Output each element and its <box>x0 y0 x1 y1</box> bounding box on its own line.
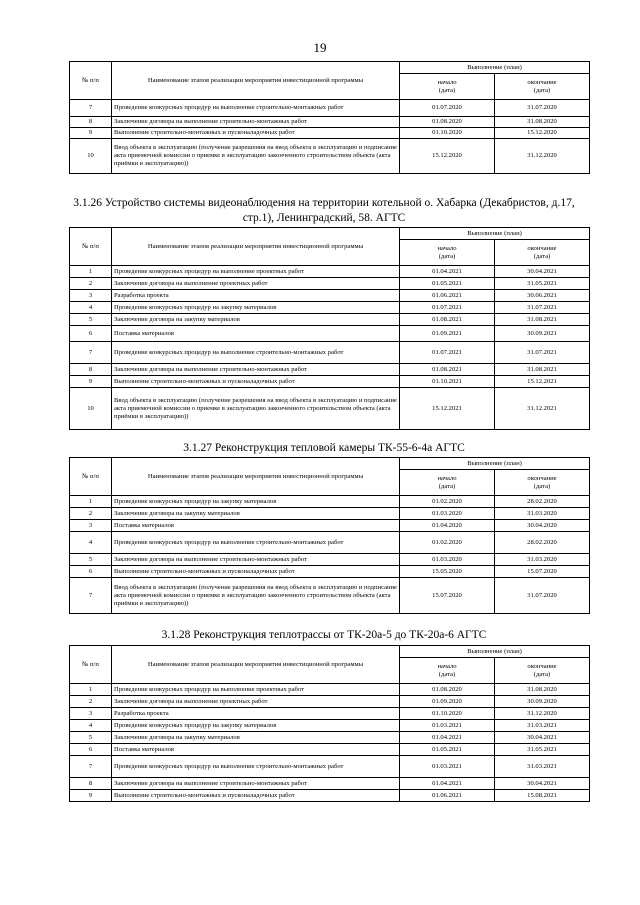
row-number: 6 <box>70 326 112 342</box>
row-number: 10 <box>70 139 112 174</box>
table-row <box>70 520 590 532</box>
stage-name: Проведение конкурсных процедур на закупку материалов <box>112 302 400 314</box>
table-row <box>70 508 590 520</box>
header-execution: Выполнение (план) <box>400 646 590 658</box>
page-number: 19 <box>313 40 327 55</box>
table-row <box>70 696 590 708</box>
row-number: 2 <box>70 278 112 290</box>
header-start-unit: (дата) <box>438 670 456 678</box>
header-end-label: окончание <box>527 662 557 670</box>
end-date: 31.12.2021 <box>495 388 590 430</box>
table-row <box>70 100 590 117</box>
end-date: 31.08.2020 <box>495 117 590 128</box>
stage-name: Заключение договора на выполнение проектных работ <box>112 278 400 290</box>
row-number: 2 <box>70 696 112 708</box>
header-end-unit: (дата) <box>533 86 551 94</box>
stage-name: Заключение договора на закупку материалов <box>112 508 400 520</box>
row-number: 1 <box>70 266 112 278</box>
start-date: 01.03.2020 <box>400 554 495 566</box>
row-number: 6 <box>70 744 112 756</box>
end-date: 30.09.2020 <box>495 696 590 708</box>
table-row <box>70 314 590 326</box>
start-date: 01.03.2020 <box>400 508 495 520</box>
start-date: 15.12.2021 <box>400 388 495 430</box>
table-row <box>70 388 590 430</box>
table-row <box>70 684 590 696</box>
header-start-label: начало <box>437 78 457 86</box>
table-row <box>70 720 590 732</box>
table-row <box>70 342 590 364</box>
stage-name: Проведение конкурсных процедур на выполнение проектных работ <box>112 684 400 696</box>
header-end <box>495 658 590 684</box>
start-date: 15.05.2020 <box>400 566 495 578</box>
start-date: 01.04.2020 <box>400 520 495 532</box>
stage-name: Проведение конкурсных процедур на выполнение строительно-монтажных работ <box>112 342 400 364</box>
stage-name: Поставка материалов <box>112 744 400 756</box>
header-end-unit: (дата) <box>533 670 551 678</box>
table-row <box>70 302 590 314</box>
header-start <box>400 240 495 266</box>
start-date: 01.07.2020 <box>400 100 495 117</box>
end-date: 31.12.2020 <box>495 139 590 174</box>
start-date: 01.08.2021 <box>400 314 495 326</box>
stage-name: Ввод объекта в эксплуатацию (получение разрешения на ввод объекта в эксплуатацию и подписание акта приемочной комиссии о приемке в эксплуатацию законченного строительством объекта (акта приёмки в эксплуатацию)) <box>112 139 400 174</box>
row-number: 3 <box>70 708 112 720</box>
stage-name: Заключение договора на закупку материалов <box>112 314 400 326</box>
stage-name: Проведение конкурсных процедур на закупку материалов <box>112 720 400 732</box>
header-end <box>495 240 590 266</box>
end-date: 30.06.2021 <box>495 290 590 302</box>
header-number: № п/п <box>70 62 112 100</box>
end-date: 31.07.2021 <box>495 342 590 364</box>
row-number: 8 <box>70 364 112 376</box>
row-number: 4 <box>70 532 112 554</box>
end-date: 31.08.2020 <box>495 684 590 696</box>
row-number: 5 <box>70 314 112 326</box>
end-date: 31.07.2021 <box>495 302 590 314</box>
row-number: 9 <box>70 790 112 802</box>
end-date: 15.12.2021 <box>495 376 590 388</box>
row-number: 1 <box>70 684 112 696</box>
end-date: 28.02.2020 <box>495 532 590 554</box>
start-date: 01.05.2021 <box>400 744 495 756</box>
end-date: 15.07.2020 <box>495 566 590 578</box>
start-date: 01.04.2021 <box>400 266 495 278</box>
stage-name: Заключение договора на закупку материалов <box>112 732 400 744</box>
start-date: 01.10.2020 <box>400 708 495 720</box>
stage-name: Проведение конкурсных процедур на выполнение проектных работ <box>112 266 400 278</box>
row-number: 9 <box>70 128 112 139</box>
table-row <box>70 732 590 744</box>
start-date: 01.03.2021 <box>400 720 495 732</box>
end-date: 31.12.2020 <box>495 708 590 720</box>
row-number: 7 <box>70 756 112 778</box>
table-row <box>70 117 590 128</box>
start-date: 01.06.2021 <box>400 290 495 302</box>
header-end <box>495 74 590 100</box>
table-row <box>70 756 590 778</box>
plan-table <box>69 61 590 174</box>
row-number: 10 <box>70 388 112 430</box>
table-row <box>70 778 590 790</box>
header-execution: Выполнение (план) <box>400 62 590 74</box>
header-execution: Выполнение (план) <box>400 458 590 470</box>
stage-name: Проведение конкурсных процедур на выполнение строительно-монтажных работ <box>112 100 400 117</box>
end-date: 31.05.2021 <box>495 744 590 756</box>
table-row <box>70 566 590 578</box>
start-date: 01.07.2021 <box>400 342 495 364</box>
start-date: 01.08.2020 <box>400 684 495 696</box>
row-number: 7 <box>70 578 112 614</box>
stage-name: Разработка проекта <box>112 708 400 720</box>
end-date: 30.04.2021 <box>495 266 590 278</box>
row-number: 3 <box>70 290 112 302</box>
stage-name: Разработка проекта <box>112 290 400 302</box>
start-date: 01.04.2021 <box>400 778 495 790</box>
header-stage-name: Наименование этапов реализации мероприятия инвестиционной программы <box>112 228 400 266</box>
stage-name: Заключение договора на выполнение проектных работ <box>112 696 400 708</box>
stage-name: Заключение договора на выполнение строительно-монтажных работ <box>112 778 400 790</box>
start-date: 01.09.2020 <box>400 696 495 708</box>
table-row <box>70 790 590 802</box>
stage-name: Ввод объекта в эксплуатацию (получение разрешения на ввод объекта в эксплуатацию и подписание акта приемочной комиссии о приемке в эксплуатацию законченного строительством объекта (акта приёмки в эксплуатацию)) <box>112 388 400 430</box>
start-date: 01.08.2021 <box>400 364 495 376</box>
stage-name: Проведение конкурсных процедур на выполнение строительно-монтажных работ <box>112 756 400 778</box>
row-number: 8 <box>70 778 112 790</box>
header-start-label: начало <box>437 474 457 482</box>
start-date: 01.10.2020 <box>400 128 495 139</box>
header-number: № п/п <box>70 458 112 496</box>
row-number: 8 <box>70 117 112 128</box>
stage-name: Ввод объекта в эксплуатацию (получение разрешения на ввод объекта в эксплуатацию и подписание акта приемочной комиссии о приемке в эксплуатацию законченного строительством объекта (акта приёмки в эксплуатацию)) <box>112 578 400 614</box>
stage-name: Выполнение строительно-монтажных и пусконаладочных работ <box>112 128 400 139</box>
row-number: 9 <box>70 376 112 388</box>
table-row <box>70 708 590 720</box>
start-date: 01.09.2021 <box>400 326 495 342</box>
stage-name: Заключение договора на выполнение строительно-монтажных работ <box>112 364 400 376</box>
header-start-unit: (дата) <box>438 86 456 94</box>
plan-table <box>69 457 590 614</box>
start-date: 01.08.2020 <box>400 117 495 128</box>
start-date: 01.04.2021 <box>400 732 495 744</box>
row-number: 3 <box>70 520 112 532</box>
end-date: 15.08.2021 <box>495 790 590 802</box>
stage-name: Поставка материалов <box>112 326 400 342</box>
end-date: 31.03.2021 <box>495 720 590 732</box>
start-date: 01.07.2021 <box>400 302 495 314</box>
start-date: 01.05.2021 <box>400 278 495 290</box>
end-date: 30.04.2021 <box>495 778 590 790</box>
end-date: 28.02.2020 <box>495 496 590 508</box>
stage-name: Выполнение строительно-монтажных и пусконаладочных работ <box>112 376 400 388</box>
stage-name: Заключение договора на выполнение строительно-монтажных работ <box>112 117 400 128</box>
plan-table <box>69 645 590 802</box>
section-heading: 3.1.26 Устройство системы видеонаблюдения на территории котельной о. Хабарка (Декабристов, д.17, стр.1), Ленинградский, 58. АГТС <box>73 197 575 224</box>
header-stage-name: Наименование этапов реализации мероприятия инвестиционной программы <box>112 646 400 684</box>
end-date: 31.03.2020 <box>495 508 590 520</box>
table-row <box>70 532 590 554</box>
row-number: 2 <box>70 508 112 520</box>
header-start-unit: (дата) <box>438 252 456 260</box>
start-date: 01.10.2021 <box>400 376 495 388</box>
end-date: 30.04.2020 <box>495 520 590 532</box>
header-start-label: начало <box>437 662 457 670</box>
header-stage-name: Наименование этапов реализации мероприятия инвестиционной программы <box>112 62 400 100</box>
row-number: 4 <box>70 302 112 314</box>
start-date: 15.07.2020 <box>400 578 495 614</box>
row-number: 6 <box>70 566 112 578</box>
row-number: 5 <box>70 732 112 744</box>
table-row <box>70 744 590 756</box>
header-end-unit: (дата) <box>533 252 551 260</box>
table-row <box>70 290 590 302</box>
start-date: 01.06.2021 <box>400 790 495 802</box>
start-date: 15.12.2020 <box>400 139 495 174</box>
table-row <box>70 376 590 388</box>
header-stage-name: Наименование этапов реализации мероприятия инвестиционной программы <box>112 458 400 496</box>
table-row <box>70 139 590 174</box>
header-number: № п/п <box>70 228 112 266</box>
table-row <box>70 578 590 614</box>
end-date: 31.07.2020 <box>495 100 590 117</box>
header-end-unit: (дата) <box>533 482 551 490</box>
plan-table <box>69 227 590 430</box>
end-date: 30.09.2021 <box>495 326 590 342</box>
stage-name: Проведение конкурсных процедур на выполнение строительно-монтажных работ <box>112 532 400 554</box>
end-date: 31.08.2021 <box>495 314 590 326</box>
end-date: 31.03.2020 <box>495 554 590 566</box>
header-end-label: окончание <box>527 244 557 252</box>
table-row <box>70 266 590 278</box>
row-number: 5 <box>70 554 112 566</box>
header-execution: Выполнение (план) <box>400 228 590 240</box>
end-date: 30.04.2021 <box>495 732 590 744</box>
header-end <box>495 470 590 496</box>
end-date: 31.07.2020 <box>495 578 590 614</box>
end-date: 31.08.2021 <box>495 364 590 376</box>
row-number: 7 <box>70 100 112 117</box>
end-date: 31.05.2021 <box>495 278 590 290</box>
header-start-unit: (дата) <box>438 482 456 490</box>
section-heading: 3.1.28 Реконструкция теплотрассы от ТК-20а-5 до ТК-20а-6 АГТС <box>161 629 487 641</box>
header-start <box>400 658 495 684</box>
header-start <box>400 470 495 496</box>
table-row <box>70 364 590 376</box>
stage-name: Выполнение строительно-монтажных и пусконаладочных работ <box>112 566 400 578</box>
stage-name: Проведение конкурсных процедур на закупку материалов <box>112 496 400 508</box>
table-row <box>70 554 590 566</box>
table-row <box>70 278 590 290</box>
end-date: 31.03.2021 <box>495 756 590 778</box>
row-number: 7 <box>70 342 112 364</box>
start-date: 01.02.2020 <box>400 496 495 508</box>
row-number: 4 <box>70 720 112 732</box>
table-row <box>70 496 590 508</box>
start-date: 01.02.2020 <box>400 532 495 554</box>
header-end-label: окончание <box>527 474 557 482</box>
header-number: № п/п <box>70 646 112 684</box>
header-start-label: начало <box>437 244 457 252</box>
stage-name: Заключение договора на выполнение строительно-монтажных работ <box>112 554 400 566</box>
table-row <box>70 326 590 342</box>
stage-name: Поставка материалов <box>112 520 400 532</box>
header-start <box>400 74 495 100</box>
section-heading: 3.1.27 Реконструкция тепловой камеры ТК-55-6-4а АГТС <box>183 442 465 454</box>
table-row <box>70 128 590 139</box>
stage-name: Выполнение строительно-монтажных и пусконаладочных работ <box>112 790 400 802</box>
end-date: 15.12.2020 <box>495 128 590 139</box>
header-end-label: окончание <box>527 78 557 86</box>
row-number: 1 <box>70 496 112 508</box>
start-date: 01.03.2021 <box>400 756 495 778</box>
